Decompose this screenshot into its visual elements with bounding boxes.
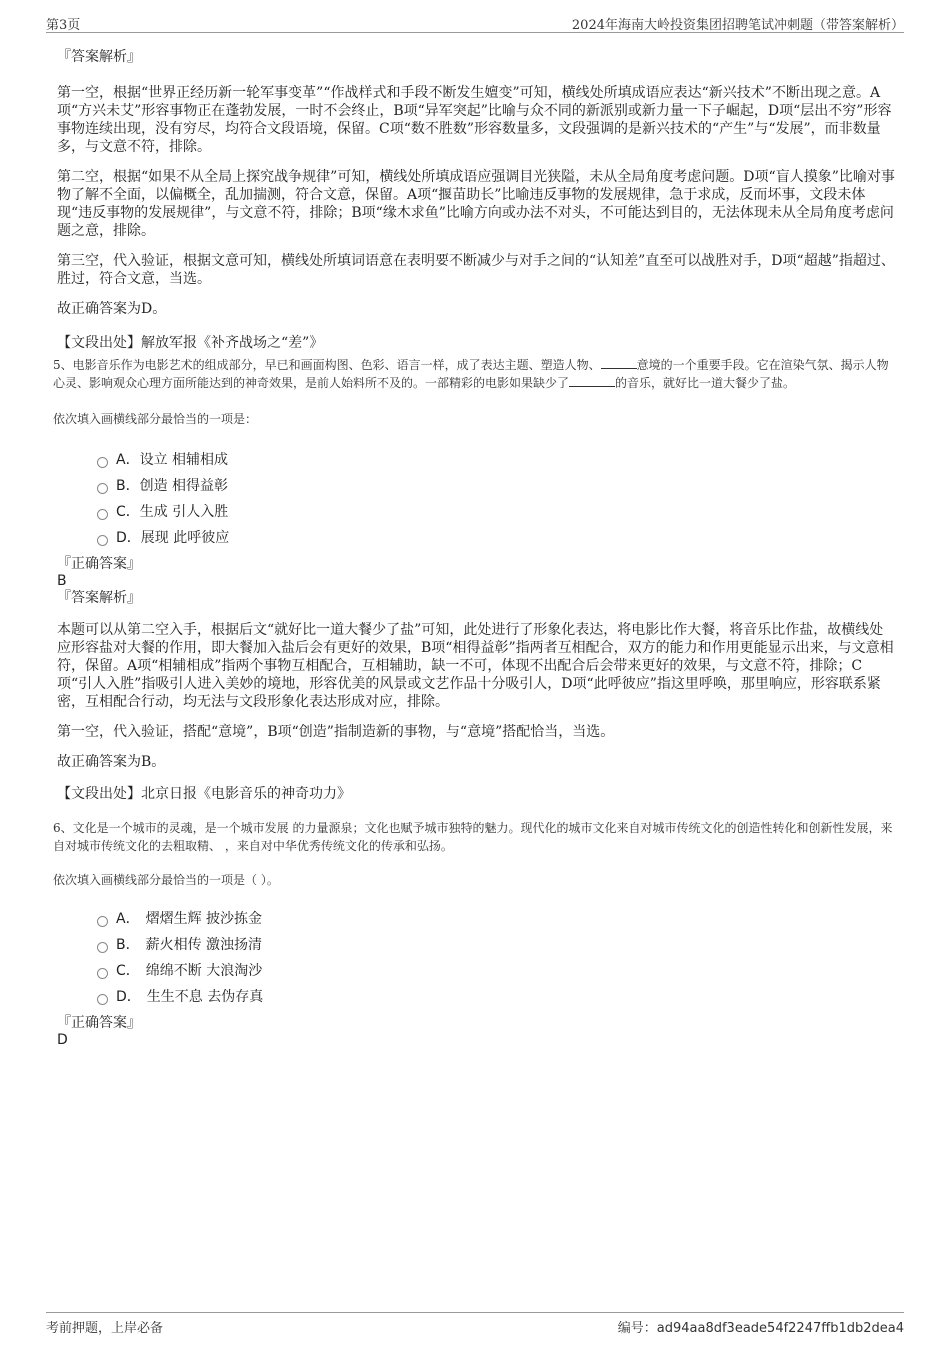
q5-stem-part-3: 的音乐，就好比一道大餐少了盐。: [615, 376, 796, 390]
q5-stem: [53, 356, 895, 392]
q5-analysis-label: 『答案解析』: [57, 590, 141, 606]
q5-blank-2: [569, 374, 615, 387]
q5-option-a[interactable]: A．设立 相辅相成: [97, 447, 895, 473]
radio-icon[interactable]: [97, 509, 108, 520]
q6-stem: 6、文化是一个城市的灵魂，是一个城市发展 的力量源泉；文化也赋予城市独特的魅力。现代化的城市文化来自对城市传统文化的创造性转化和创新性发展，来自对城市传统文化的去粗取精、 ，来自对中华优秀传统文化的传承和弘扬。: [53, 821, 893, 853]
q4-analysis-para-1: 第一空，根据“世界正经历新一轮军事变革”“作战样式和手段不断发生嬗变”可知，横线处所填成语应表达“新兴技术”不断出现之意。A项“方兴未艾”形容事物正在蓬勃发展，一时不会终止，B项“异军突起”比喻与众不同的新派别或新力量一下子崛起，D项“层出不穷”形容事物连续出现，没有穷尽，均符合文段语境，保留。C项“数不胜数”形容数量多，文段强调的是新兴技术的“产生”与“发展”，而非数量多，与文意不符，排除。: [57, 85, 892, 155]
q5-blank-1: [601, 356, 637, 369]
radio-icon[interactable]: [97, 457, 108, 468]
q6-answer: D: [57, 1032, 68, 1048]
radio-icon[interactable]: [97, 968, 108, 979]
main-content: [53, 46, 895, 1048]
page-header: [46, 12, 904, 33]
q5-conclusion: 故正确答案为B。: [57, 754, 166, 770]
q4-source: 【文段出处】解放军报《补齐战场之“差”》: [57, 335, 324, 351]
radio-icon[interactable]: [97, 916, 108, 927]
q6-option-b[interactable]: B． 薪火相传 激浊扬清: [97, 932, 895, 958]
q5-stem-part-1: 5、电影音乐作为电影艺术的组成部分，早已和画面构图、色彩、语言一样，成了表达主题、塑造人物、: [53, 358, 601, 372]
q5-stem-part-2: 意境的一个重要手段。它在渲染气氛、揭示人物心灵、影响观众心理方面所能达到的神奇效果，是前人始料所不及的。一部精彩的电影如果缺少了: [53, 358, 889, 390]
radio-icon[interactable]: [97, 994, 108, 1005]
q5-analysis-para-1: 本题可以从第二空入手，根据后文“就好比一道大餐少了盐”可知，此处进行了形象化表达，将电影比作大餐，将音乐比作盐，故横线处应形容盐对大餐的作用，即大餐加入盐后会有更好的效果，B项“相得益彰”指两者互相配合，双方的能力和作用更能显示出来，与文意相符，保留。A项“相辅相成”指两个事物互相配合，互相辅助，缺一不可，体现不出配合后会带来更好的效果，与文意不符，排除；C项“引人入胜”指吸引人进入美妙的境地，形容优美的风景或文艺作品十分吸引人，D项“此呼彼应”指这里呼唤，那里响应，形容联系紧密，互相配合行动，均无法与文段形象化表达形成对应，排除。: [57, 622, 894, 710]
q5-answer-label: 『正确答案』: [57, 556, 141, 572]
page-footer: [46, 1312, 904, 1337]
q5-option-c[interactable]: C．生成 引人入胜: [97, 499, 895, 525]
radio-icon[interactable]: [97, 535, 108, 546]
q5-answer: B: [57, 573, 67, 589]
radio-icon[interactable]: [97, 942, 108, 953]
q6-option-d[interactable]: D． 生生不息 去伪存真: [97, 984, 895, 1010]
document-code: 编号：ad94aa8df3eade54f2247ffb1db2dea4: [617, 1321, 904, 1336]
q4-analysis-para-3: 第三空，代入验证，根据文意可知，横线处所填词语意在表明要不断减少与对手之间的“认知差”直至可以战胜对手，D项“超越”指超过、胜过，符合文意，当选。: [57, 253, 895, 287]
q5-source: 【文段出处】北京日报《电影音乐的神奇功力》: [57, 786, 351, 802]
q4-analysis-label: 『答案解析』: [57, 49, 141, 65]
q5-options: [57, 447, 895, 551]
q5-instruction: 依次填入画横线部分最恰当的一项是：: [53, 412, 258, 426]
footer-slogan: 考前押题，上岸必备: [46, 1321, 164, 1336]
q6-option-c[interactable]: C． 绵绵不断 大浪淘沙: [97, 958, 895, 984]
q6-answer-label: 『正确答案』: [57, 1015, 141, 1031]
q5-option-d[interactable]: D．展现 此呼彼应: [97, 525, 895, 551]
page-number: 第3页: [46, 18, 81, 33]
q6-options: [57, 906, 895, 1010]
q6-option-a[interactable]: A． 熠熠生辉 披沙拣金: [97, 906, 895, 932]
q4-analysis-para-2: 第二空，根据“如果不从全局上探究战争规律”可知，横线处所填成语应强调目光狭隘，未从全局角度考虑问题。D项“盲人摸象”比喻对事物了解不全面，以偏概全，乱加揣测，符合文意，保留。A项“揠苗助长”比喻违反事物的发展规律，急于求成，反而坏事，文段未体现“违反事物的发展规律”，与文意不符，排除；B项“缘木求鱼”比喻方向或办法不对头，不可能达到目的，无法体现未从全局角度考虑问题之意，排除。: [57, 169, 895, 239]
q5-analysis-para-2: 第一空，代入验证，搭配“意境”，B项“创造”指制造新的事物，与“意境”搭配恰当，当选。: [57, 724, 615, 740]
radio-icon[interactable]: [97, 483, 108, 494]
document-title: 2024年海南大岭投资集团招聘笔试冲刺题（带答案解析）: [571, 18, 904, 33]
q5-option-b[interactable]: B．创造 相得益彰: [97, 473, 895, 499]
q6-instruction: 依次填入画横线部分最恰当的一项是（ ）。: [53, 873, 279, 887]
q4-conclusion: 故正确答案为D。: [57, 301, 167, 317]
